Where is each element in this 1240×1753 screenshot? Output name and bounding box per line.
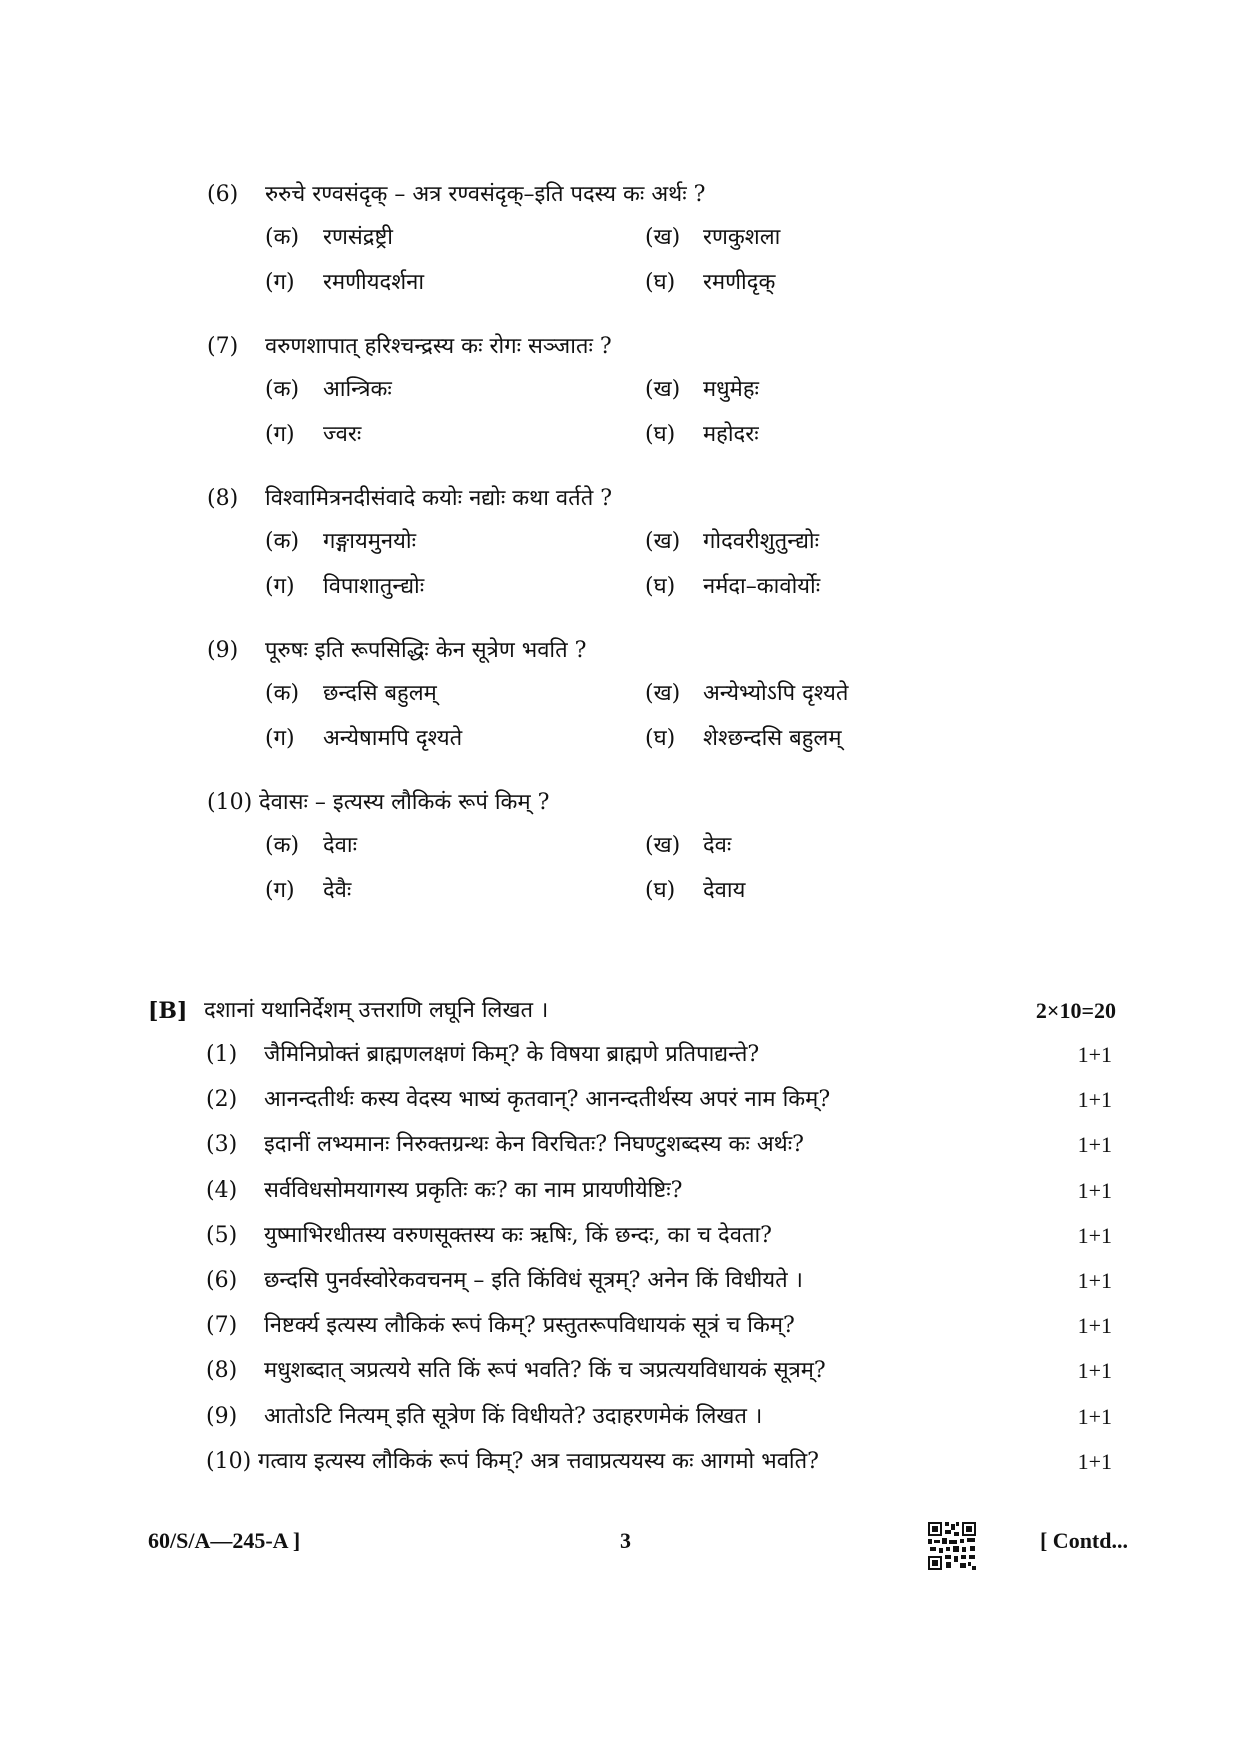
option-gha: (घ) महोदरः <box>645 422 759 447</box>
mcq-question <box>207 175 1107 305</box>
question-number: (10) <box>207 790 253 815</box>
question-marks: 1+1 <box>1077 1222 1112 1248</box>
section-total-marks: 2×10=20 <box>1035 998 1116 1023</box>
question-marks: 1+1 <box>1077 1177 1112 1203</box>
question-marks: 1+1 <box>1077 1267 1112 1293</box>
short-question <box>148 1439 1128 1484</box>
question-text: रुरुचे रण्वसंदृक् – अत्र रण्वसंदृक्–इति पदस्य कः अर्थः ? <box>265 182 706 207</box>
question-text: इदानीं लभ्यमानः निरुक्तग्रन्थः केन विरचितः? निघण्टुशब्दस्य कः अर्थः? <box>264 1132 804 1158</box>
question-marks: 1+1 <box>1077 1313 1112 1339</box>
short-question <box>148 1213 1128 1258</box>
option-kha: (ख) मधुमेहः <box>645 377 759 402</box>
section-b-header <box>148 990 1128 1032</box>
question-text: देवासः – इत्यस्य लौकिकं रूपं किम् ? <box>259 790 550 815</box>
page-footer <box>148 1520 1128 1580</box>
short-question <box>148 1258 1128 1303</box>
question-text: छन्दसि पुनर्वस्वोरेकवचनम् – इति किंविधं सूत्रम्? अनेन किं विधीयते । <box>264 1267 803 1293</box>
section-instruction: दशानां यथानिर्देशम् उत्तराणि लघूनि लिखत । <box>204 998 549 1023</box>
question-number: (10) <box>206 1448 252 1474</box>
option-gha: (घ) नर्मदा–कावोर्योः <box>645 574 821 599</box>
mcq-question <box>207 327 1107 457</box>
question-number: (4) <box>206 1177 238 1203</box>
short-question <box>148 1168 1128 1213</box>
mcq-section <box>207 175 1107 913</box>
question-text: वरुणशापात् हरिश्चन्द्रस्य कः रोगः सञ्जातः ? <box>265 334 612 359</box>
mcq-question <box>207 631 1107 761</box>
question-number: (9) <box>207 638 239 663</box>
question-number: (8) <box>207 486 239 511</box>
qr-code-icon <box>926 1520 978 1572</box>
option-gha: (घ) रमणीदृक् <box>645 270 776 295</box>
section-tag: [B] <box>148 998 188 1024</box>
question-text: निष्टर्क्य इत्यस्य लौकिकं रूपं किम्? प्रस्तुतरूपविधायकं सूत्रं च किम्? <box>264 1313 795 1339</box>
question-text: जैमिनिप्रोक्तं ब्राह्मणलक्षणं किम्? के विषया ब्राह्मणे प्रतिपाद्यन्ते? <box>264 1042 760 1067</box>
short-question <box>148 1122 1128 1167</box>
short-question <box>148 1348 1128 1393</box>
question-text: गत्वाय इत्यस्य लौकिकं रूपं किम्? अत्र त्तवाप्रत्ययस्य कः आगमो भवति? <box>258 1448 819 1474</box>
question-text: सर्वविधसोमयागस्य प्रकृतिः कः? का नाम प्रायणीयेष्टिः? <box>264 1177 683 1203</box>
question-marks: 1+1 <box>1077 1042 1112 1067</box>
question-number: (5) <box>206 1222 238 1248</box>
short-question <box>148 1077 1128 1122</box>
paper-code: 60/S/A—245-A ] <box>148 1528 301 1553</box>
option-kha: (ख) देवः <box>645 833 732 858</box>
short-question <box>148 1394 1128 1439</box>
option-ga: (ग) अन्येषामपि दृश्यते <box>265 726 463 751</box>
question-text: पूरुषः इति रूपसिद्धिः केन सूत्रेण भवति ? <box>265 638 587 663</box>
mcq-question <box>207 783 1107 913</box>
question-text: मधुशब्दात् ञप्रत्यये सति किं रूपं भवति? किं च ञप्रत्ययविधायकं सूत्रम्? <box>264 1358 826 1384</box>
question-marks: 1+1 <box>1077 1448 1112 1474</box>
question-number: (1) <box>206 1042 238 1067</box>
option-ga: (ग) विपाशातुन्द्योः <box>265 574 425 599</box>
question-number: (6) <box>207 182 239 207</box>
short-question <box>148 1032 1128 1077</box>
option-ga: (ग) ज्वरः <box>265 422 362 447</box>
question-marks: 1+1 <box>1077 1358 1112 1384</box>
option-ga: (ग) देवैः <box>265 878 352 903</box>
option-ka: (क) आन्त्रिकः <box>265 377 392 402</box>
question-number: (7) <box>206 1313 238 1339</box>
option-ka: (क) रणसंद्रष्ट्री <box>265 225 394 250</box>
question-text: विश्वामित्रनदीसंवादे कयोः नद्योः कथा वर्तते ? <box>265 486 613 511</box>
question-number: (9) <box>206 1403 238 1429</box>
question-number: (3) <box>206 1132 238 1158</box>
option-ka: (क) देवाः <box>265 833 358 858</box>
mcq-question <box>207 479 1107 609</box>
option-ga: (ग) रमणीयदर्शना <box>265 270 425 295</box>
question-marks: 1+1 <box>1077 1132 1112 1158</box>
section-b <box>148 990 1128 1484</box>
option-ka: (क) छन्दसि बहुलम् <box>265 681 437 706</box>
question-marks: 1+1 <box>1077 1087 1112 1113</box>
option-kha: (ख) रणकुशला <box>645 225 781 250</box>
option-ka: (क) गङ्गायमुनयोः <box>265 529 417 554</box>
option-gha: (घ) शेश्छन्दसि बहुलम् <box>645 726 842 751</box>
option-gha: (घ) देवाय <box>645 878 746 903</box>
option-kha: (ख) गोदवरीशुतुन्द्योः <box>645 529 820 554</box>
question-text: आतोऽटि नित्यम् इति सूत्रेण किं विधीयते? उदाहरणमेकं लिखत । <box>264 1403 763 1429</box>
option-kha: (ख) अन्येभ्योऽपि दृश्यते <box>645 681 849 706</box>
question-text: युष्माभिरधीतस्य वरुणसूक्तस्य कः ऋषिः, किं छन्दः, का च देवता? <box>264 1222 772 1248</box>
question-number: (8) <box>206 1358 238 1384</box>
page-number: 3 <box>620 1528 631 1553</box>
question-text: आनन्दतीर्थः कस्य वेदस्य भाष्यं कृतवान्? आनन्दतीर्थस्य अपरं नाम किम्? <box>264 1087 831 1113</box>
continued-label: [ Contd... <box>1039 1528 1128 1553</box>
question-number: (6) <box>206 1267 238 1293</box>
question-number: (7) <box>207 334 239 359</box>
question-marks: 1+1 <box>1077 1403 1112 1429</box>
question-number: (2) <box>206 1087 238 1113</box>
short-question <box>148 1303 1128 1348</box>
